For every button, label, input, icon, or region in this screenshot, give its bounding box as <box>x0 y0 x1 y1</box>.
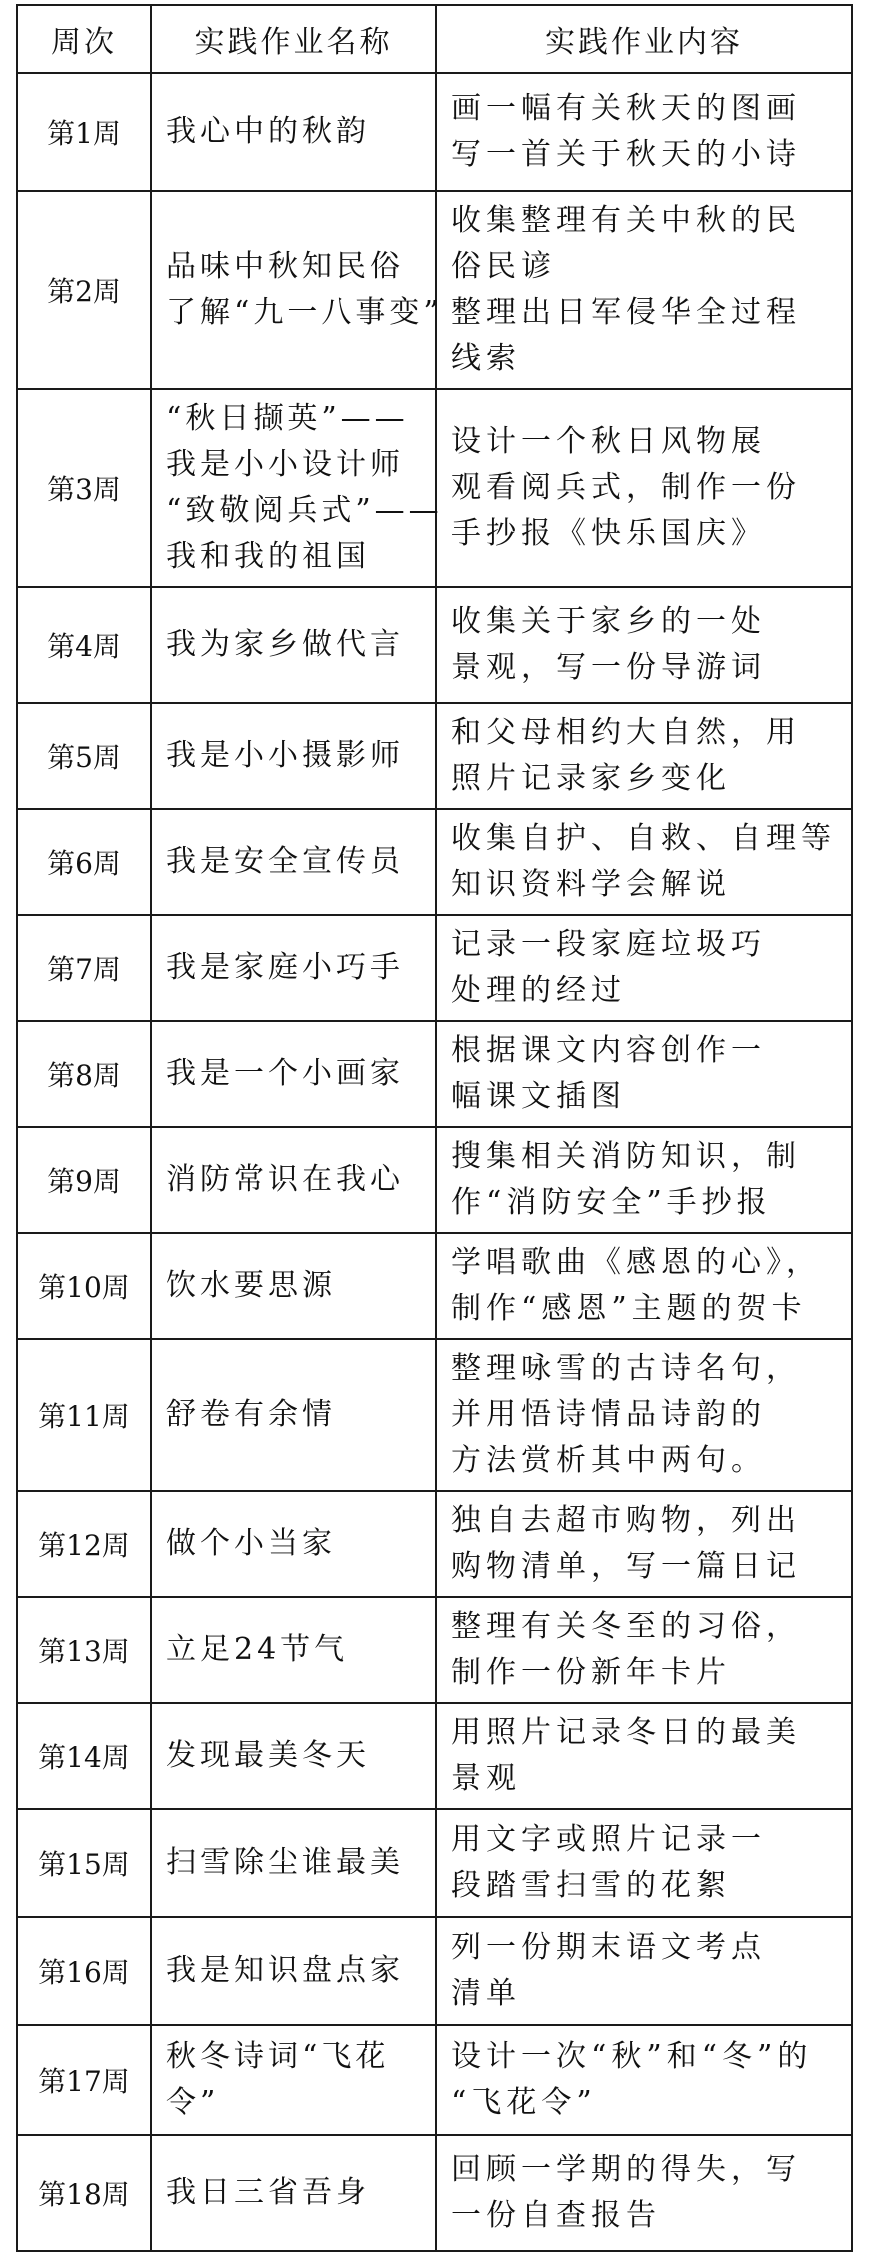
assignment-content-cell <box>436 1233 852 1339</box>
assignment-content-line: 收集自护、自救、自理等 <box>451 821 836 856</box>
assignment-name-cell <box>151 1127 436 1233</box>
assignment-content-cell <box>436 73 852 191</box>
assignment-name-line: 秋冬诗词“飞花 <box>166 2039 390 2074</box>
assignment-content-line: 用照片记录冬日的最美 <box>451 1715 801 1750</box>
practice-assignment-table <box>16 4 853 2252</box>
week-cell: 第9周 <box>17 1127 151 1233</box>
assignment-name-cell <box>151 1339 436 1491</box>
table-row <box>17 2135 852 2251</box>
assignment-name-cell <box>151 915 436 1021</box>
assignment-name-cell <box>151 1021 436 1127</box>
week-cell: 第13周 <box>17 1597 151 1703</box>
assignment-content-line: 整理咏雪的古诗名句， <box>451 1351 801 1386</box>
week-cell: 第3周 <box>17 389 151 587</box>
assignment-content-line: 根据课文内容创作一 <box>451 1033 766 1068</box>
assignment-name-cell <box>151 587 436 703</box>
assignment-name-line: 我是小小设计师 <box>166 447 404 482</box>
assignment-content-cell <box>436 1339 852 1491</box>
table-row <box>17 1021 852 1127</box>
week-cell: 第12周 <box>17 1491 151 1597</box>
week-cell: 第1周 <box>17 73 151 191</box>
assignment-name-line: 我和我的祖国 <box>166 539 370 574</box>
assignment-content-line: 画一幅有关秋天的图画 <box>451 91 801 126</box>
assignment-content-cell <box>436 1917 852 2025</box>
assignment-content-line: 景观，写一份导游词 <box>451 650 766 685</box>
assignment-name-line: “致敬阅兵式”—— <box>166 493 443 528</box>
assignment-content-cell <box>436 2025 852 2135</box>
assignment-content-line: 学唱歌曲《感恩的心》， <box>451 1245 821 1280</box>
week-cell: 第14周 <box>17 1703 151 1809</box>
assignment-name-line: 发现最美冬天 <box>166 1738 370 1773</box>
assignment-content-line: 记录一段家庭垃圾巧 <box>451 927 766 962</box>
assignment-content-cell <box>436 915 852 1021</box>
assignment-content-cell <box>436 587 852 703</box>
assignment-name-cell <box>151 191 443 389</box>
assignment-content-line: 照片记录家乡变化 <box>451 761 731 796</box>
table-row <box>17 1339 852 1491</box>
week-cell: 第5周 <box>17 703 151 809</box>
assignment-content-cell <box>436 1021 852 1127</box>
assignment-name-line: 了解“九一八事变” <box>166 295 443 330</box>
week-cell: 第15周 <box>17 1809 151 1917</box>
week-cell: 第4周 <box>17 587 151 703</box>
assignment-content-line: 方法赏析其中两句。 <box>451 1443 766 1478</box>
assignment-name-line: 我是安全宣传员 <box>166 844 404 879</box>
header-name: 实践作业名称 <box>151 5 436 73</box>
assignment-name-line: 饮水要思源 <box>166 1268 336 1303</box>
assignment-name-line: 扫雪除尘谁最美 <box>166 1845 404 1880</box>
header-row <box>17 5 852 73</box>
assignment-name-line: 做个小当家 <box>166 1526 336 1561</box>
assignment-name-line: 消防常识在我心 <box>166 1162 404 1197</box>
assignment-content-cell <box>436 1809 852 1917</box>
assignment-content-line: 收集关于家乡的一处 <box>451 604 766 639</box>
assignment-content-line: 清单 <box>451 1976 521 2011</box>
assignment-name-cell <box>151 389 443 587</box>
assignment-name-cell <box>151 1703 436 1809</box>
assignment-content-line: 手抄报《快乐国庆》 <box>451 516 766 551</box>
assignment-name-cell <box>151 73 436 191</box>
assignment-content-line: 制作“感恩”主题的贺卡 <box>451 1291 807 1326</box>
assignment-name-line: 品味中秋知民俗 <box>166 249 404 284</box>
assignment-name-line: 我是家庭小巧手 <box>166 950 404 985</box>
assignment-name-cell <box>151 1597 436 1703</box>
assignment-content-line: 整理出日军侵华全过程 <box>451 295 801 330</box>
assignment-content-line: 作“消防安全”手抄报 <box>451 1185 772 1220</box>
assignment-name-line: 令” <box>166 2085 220 2120</box>
assignment-content-cell <box>436 703 852 809</box>
assignment-content-cell <box>436 809 852 915</box>
assignment-name-cell <box>151 1491 436 1597</box>
table-row <box>17 703 852 809</box>
week-cell: 第6周 <box>17 809 151 915</box>
assignment-content-line: 购物清单，写一篇日记 <box>451 1549 801 1584</box>
assignment-name-line: 我为家乡做代言 <box>166 627 404 662</box>
assignment-name-line: 立足24节气 <box>166 1632 349 1667</box>
table-row <box>17 915 852 1021</box>
assignment-name-cell <box>151 703 436 809</box>
assignment-content-line: 幅课文插图 <box>451 1079 626 1114</box>
assignment-content-line: 写一首关于秋天的小诗 <box>451 137 801 172</box>
table-row <box>17 389 852 587</box>
week-cell: 第8周 <box>17 1021 151 1127</box>
table-row <box>17 1917 852 2025</box>
week-cell: 第10周 <box>17 1233 151 1339</box>
week-cell: 第11周 <box>17 1339 151 1491</box>
assignment-name-cell <box>151 809 436 915</box>
assignment-content-line: 俗民谚 <box>451 249 556 284</box>
assignment-content-line: 独自去超市购物，列出 <box>451 1503 801 1538</box>
assignment-name-cell <box>151 1809 436 1917</box>
assignment-content-line: 景观 <box>451 1761 521 1796</box>
table-row <box>17 1233 852 1339</box>
week-cell: 第7周 <box>17 915 151 1021</box>
table-row <box>17 1491 852 1597</box>
assignment-content-line: 设计一个秋日风物展 <box>451 424 766 459</box>
assignment-content-line: 知识资料学会解说 <box>451 867 731 902</box>
assignment-content-line: 处理的经过 <box>451 973 626 1008</box>
assignment-name-line: 我是知识盘点家 <box>166 1953 404 1988</box>
assignment-content-line: 观看阅兵式，制作一份 <box>451 470 801 505</box>
assignment-content-line: “飞花令” <box>451 2085 597 2120</box>
assignment-content-line: 一份自查报告 <box>451 2198 661 2233</box>
assignment-content-line: 线索 <box>451 341 521 376</box>
assignment-content-cell <box>436 1597 852 1703</box>
week-cell: 第17周 <box>17 2025 151 2135</box>
assignment-name-line: 我心中的秋韵 <box>166 114 370 149</box>
assignment-content-cell <box>436 389 852 587</box>
assignment-content-cell <box>436 2135 852 2251</box>
assignment-name-line: 舒卷有余情 <box>166 1397 336 1432</box>
assignment-content-cell <box>436 1491 852 1597</box>
table-row <box>17 809 852 915</box>
assignment-content-line: 用文字或照片记录一 <box>451 1822 766 1857</box>
assignment-content-cell <box>436 191 852 389</box>
assignment-content-line: 和父母相约大自然，用 <box>451 715 801 750</box>
assignment-name-line: 我日三省吾身 <box>166 2175 370 2210</box>
assignment-content-line: 设计一次“秋”和“冬”的 <box>451 2039 813 2074</box>
table-row <box>17 1127 852 1233</box>
assignment-name-cell <box>151 2025 436 2135</box>
assignment-content-cell <box>436 1127 852 1233</box>
week-cell: 第16周 <box>17 1917 151 2025</box>
assignment-name-line: “秋日撷英”—— <box>166 401 409 436</box>
assignment-name-cell <box>151 1233 436 1339</box>
assignment-content-line: 回顾一学期的得失，写 <box>451 2152 801 2187</box>
assignment-name-line: 我是小小摄影师 <box>166 738 404 773</box>
table-row <box>17 73 852 191</box>
assignment-content-line: 列一份期末语文考点 <box>451 1930 766 1965</box>
assignment-name-line: 我是一个小画家 <box>166 1056 404 1091</box>
table-row <box>17 2025 852 2135</box>
assignment-content-line: 整理有关冬至的习俗， <box>451 1609 801 1644</box>
assignment-content-line: 并用悟诗情品诗韵的 <box>451 1397 766 1432</box>
week-cell: 第18周 <box>17 2135 151 2251</box>
table-row <box>17 1703 852 1809</box>
header-content: 实践作业内容 <box>436 5 852 73</box>
table-row <box>17 1597 852 1703</box>
header-week: 周次 <box>17 5 151 73</box>
week-cell: 第2周 <box>17 191 151 389</box>
assignment-content-line: 制作一份新年卡片 <box>451 1655 731 1690</box>
table-row <box>17 1809 852 1917</box>
assignment-name-cell <box>151 1917 436 2025</box>
table-row <box>17 191 852 389</box>
assignment-name-cell <box>151 2135 436 2251</box>
assignment-content-cell <box>436 1703 852 1809</box>
table-row <box>17 587 852 703</box>
assignment-content-line: 收集整理有关中秋的民 <box>451 203 801 238</box>
assignment-content-line: 搜集相关消防知识，制 <box>451 1139 801 1174</box>
assignment-content-line: 段踏雪扫雪的花絮 <box>451 1868 731 1903</box>
